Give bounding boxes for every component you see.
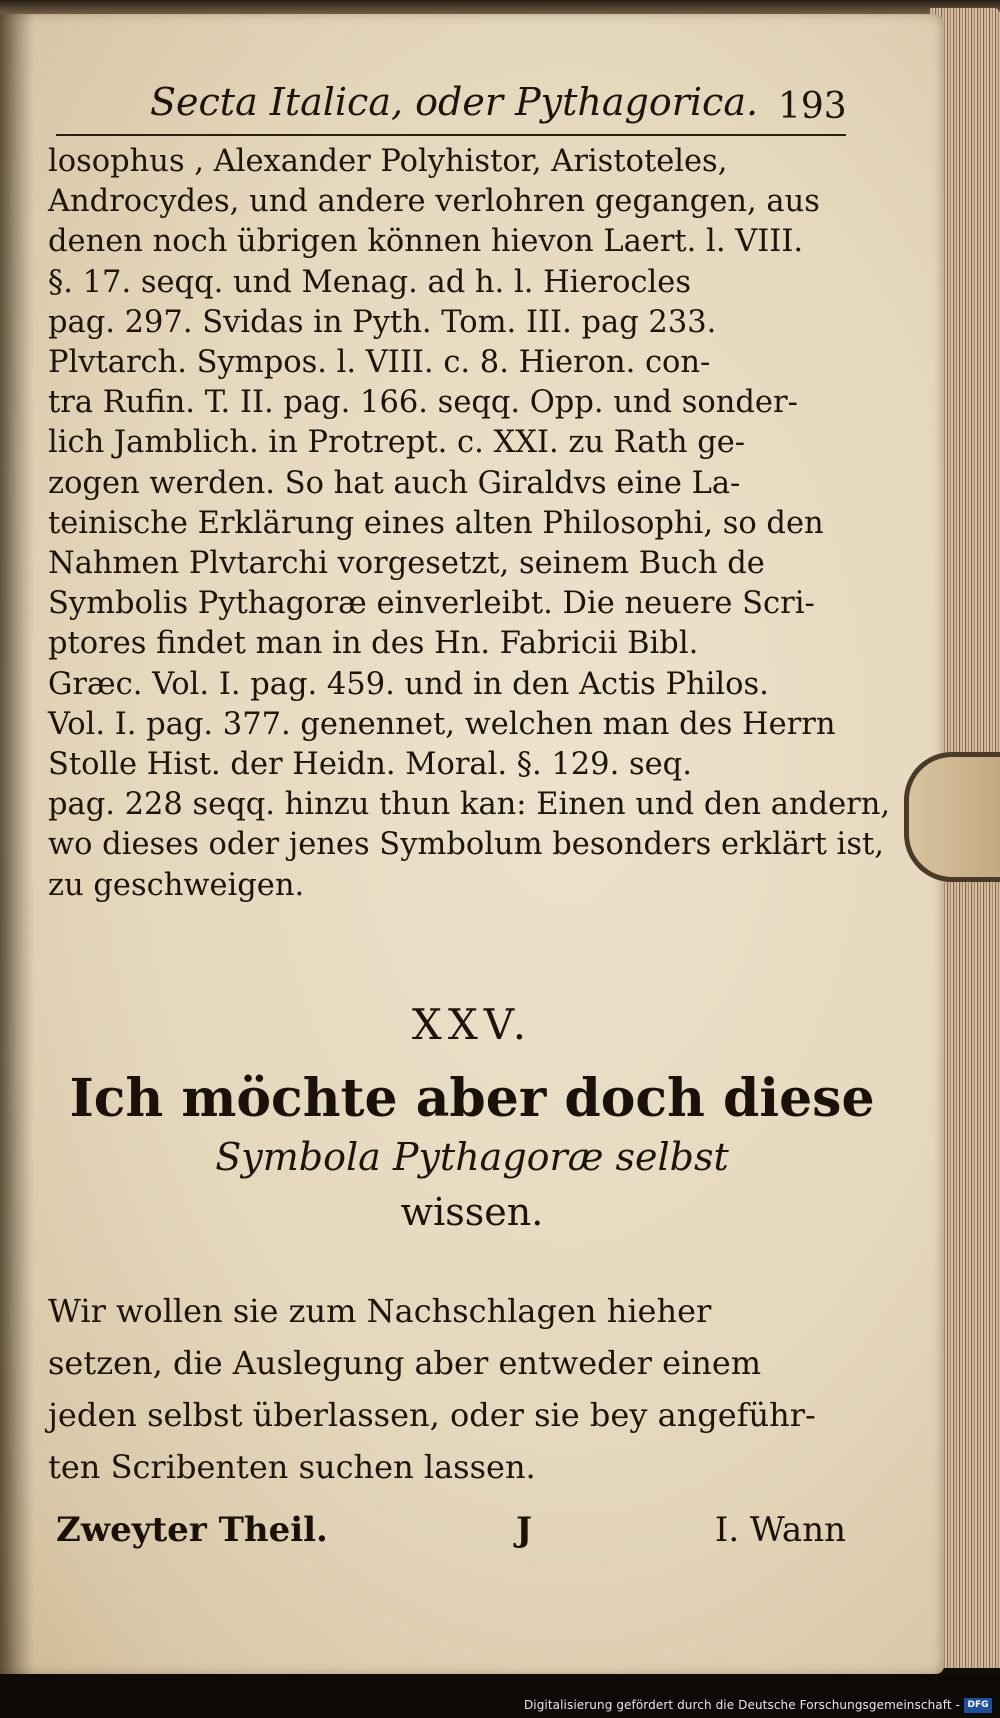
- text-line: Vol. I. pag. 377. genennet, welchen man des Herrn: [48, 706, 836, 742]
- text-line: ten Scribenten suchen lassen.: [48, 1448, 536, 1486]
- footer-band: [0, 1674, 1000, 1718]
- text-line: denen noch übrigen können hievon Laert. l. VIII.: [48, 224, 804, 260]
- paragraph-1: [48, 142, 891, 906]
- signature-mark: J: [516, 1510, 533, 1550]
- text-line: Androcydes, und andere verlohren gegangen, aus: [48, 184, 820, 220]
- digitization-credit: Digitalisierung gefördert durch die Deutsche Forschungsgemeinschaft -: [523, 1698, 960, 1712]
- text-line: lich Jamblich. in Protrept. c. XXI. zu Rath ge-: [48, 425, 746, 461]
- text-line: pag. 297. Svidas in Pyth. Tom. III. pag 233.: [48, 304, 717, 340]
- text-line: §. 17. seqq. und Menag. ad h. l. Hierocles: [48, 264, 691, 300]
- text-line: setzen, die Auslegung aber entweder einem: [48, 1344, 762, 1382]
- text-line: wo dieses oder jenes Symbolum besonders erklärt ist,: [48, 827, 884, 863]
- header-rule: [56, 134, 846, 136]
- text-line: Symbolis Pythagoræ einverleibt. Die neuere Scri-: [48, 586, 815, 622]
- catchword: I. Wann: [714, 1510, 846, 1550]
- volume-title: Zweyter Theil.: [56, 1510, 328, 1550]
- bookmark-clip: [904, 752, 1000, 882]
- text-line: Plvtarch. Sympos. l. VIII. c. 8. Hieron. con-: [48, 345, 711, 381]
- dfg-logo: DFG: [964, 1698, 992, 1713]
- section-heading-line-1: Ich möchte aber doch diese: [69, 1068, 875, 1129]
- text-line: Nahmen Plvtarchi vorgesetzt, seinem Buch de: [48, 546, 765, 582]
- text-line: ptores findet man in des Hn. Fabricii Bibl.: [48, 626, 699, 662]
- text-line: Wir wollen sie zum Nachschlagen hieher: [48, 1292, 712, 1330]
- section-number: XXV.: [411, 1000, 533, 1049]
- text-line: Stolle Hist. der Heidn. Moral. §. 129. seq.: [48, 747, 692, 783]
- section-heading-line-2: Symbola Pythagoræ selbst: [215, 1135, 729, 1179]
- text-line: teinische Erklärung eines alten Philosophi, so den: [48, 505, 824, 541]
- text-line: pag. 228 seqq. hinzu thun kan: Einen und den andern,: [48, 787, 891, 823]
- gutter-shadow: [0, 14, 34, 1674]
- text-line: zu geschweigen.: [48, 867, 305, 903]
- text-line: losophus , Alexander Polyhistor, Aristoteles,: [48, 144, 728, 179]
- page-number: 193: [778, 86, 847, 127]
- running-head: Secta Italica, oder Pythagorica.: [150, 80, 759, 124]
- catchline: [56, 1510, 846, 1562]
- section-heading-line-3: wissen.: [400, 1190, 544, 1234]
- text-line: tra Rufin. T. II. pag. 166. seqq. Opp. und sonder-: [48, 385, 798, 421]
- text-line: Græc. Vol. I. pag. 459. und in den Actis Philos.: [48, 666, 769, 702]
- paragraph-2: [48, 1285, 848, 1493]
- text-line: zogen werden. So hat auch Giraldvs eine La-: [48, 465, 741, 501]
- text-line: jeden selbst überlassen, oder sie bey angeführ-: [48, 1396, 816, 1434]
